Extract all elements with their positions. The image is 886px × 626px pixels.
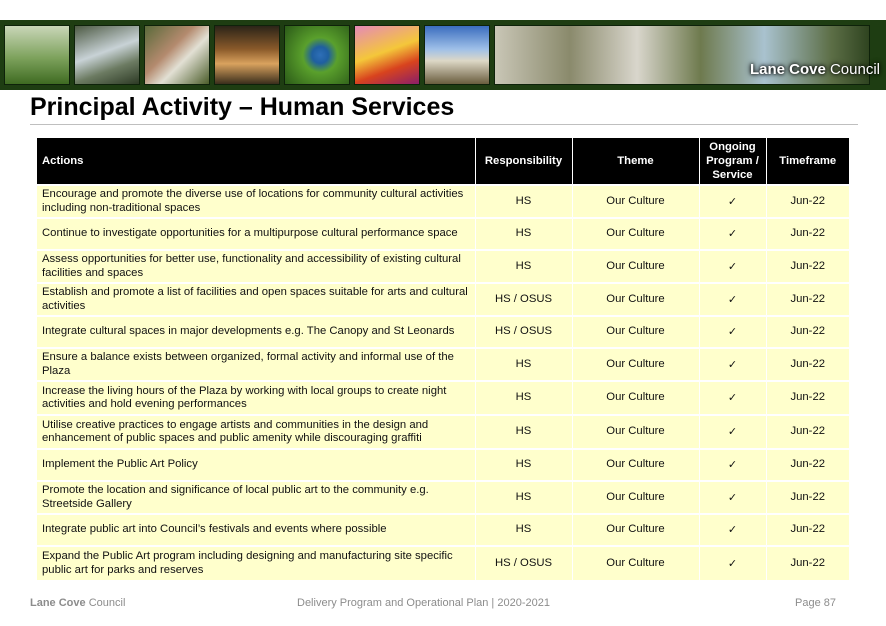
action-cell: Assess opportunities for better use, functionality and accessibility of existing cultural facilities and spaces [37,250,475,283]
timeframe-cell: Jun-22 [766,415,849,449]
header-timeframe: Timeframe [766,138,849,185]
theme-cell: Our Culture [572,250,699,283]
timeframe-cell: Jun-22 [766,546,849,580]
footer-brand-light: Council [88,597,126,609]
timeframe-cell: Jun-22 [766,316,849,348]
table-row [37,316,849,348]
waterfall-photo [74,25,140,85]
header-ongoing-line2: Program / [706,155,759,167]
header-banner [0,20,886,90]
footer-page-number: Page 87 [795,597,836,609]
ongoing-check-icon: ✓ [699,415,766,449]
title-divider [30,124,858,125]
action-cell: Promote the location and significance of local public art to the community e.g. Streetside Gallery [37,481,475,514]
action-cell: Utilise creative practices to engage artists and communities in the design and enhancement of public spaces and public amenity while discouraging graffiti [37,415,475,449]
timeframe-cell: Jun-22 [766,514,849,546]
theme-cell: Our Culture [572,283,699,316]
ongoing-check-icon: ✓ [699,348,766,381]
brand-bold: Lane Cove [749,61,826,78]
responsibility-cell: HS / OSUS [475,283,572,316]
responsibility-cell: HS [475,218,572,250]
footer-document-title: Delivery Program and Operational Plan | 2020-2021 [297,597,550,609]
table-row [37,250,849,283]
table-row [37,381,849,415]
header-ongoing-line3: Service [712,169,753,181]
ongoing-check-icon: ✓ [699,514,766,546]
council-logo-text [750,61,880,78]
action-cell: Encourage and promote the diverse use of locations for community cultural activities including non-traditional spaces [37,185,475,218]
timeframe-cell: Jun-22 [766,449,849,481]
building-photo [424,25,490,85]
theme-cell: Our Culture [572,316,699,348]
responsibility-cell: HS / OSUS [475,546,572,580]
theme-cell: Our Culture [572,348,699,381]
responsibility-cell: HS [475,514,572,546]
table-row [37,449,849,481]
table-row [37,348,849,381]
header-actions: Actions [37,138,475,185]
table-row [37,218,849,250]
theme-cell: Our Culture [572,481,699,514]
table-row [37,283,849,316]
table-row [37,481,849,514]
action-cell: Ensure a balance exists between organized, formal activity and informal use of the Plaza [37,348,475,381]
responsibility-cell: HS [475,185,572,218]
table-row [37,514,849,546]
action-cell: Implement the Public Art Policy [37,449,475,481]
theme-cell: Our Culture [572,449,699,481]
street-night-photo [214,25,280,85]
ongoing-check-icon: ✓ [699,283,766,316]
ongoing-check-icon: ✓ [699,250,766,283]
responsibility-cell: HS [475,348,572,381]
responsibility-cell: HS [475,449,572,481]
table-header-row [37,138,849,185]
ongoing-check-icon: ✓ [699,185,766,218]
page-title: Principal Activity – Human Services [30,93,455,121]
action-cell: Increase the living hours of the Plaza by working with local groups to create night activities and hold evening performances [37,381,475,415]
theme-cell: Our Culture [572,381,699,415]
timeframe-cell: Jun-22 [766,481,849,514]
action-cell: Integrate public art into Council’s festivals and events where possible [37,514,475,546]
responsibility-cell: HS [475,415,572,449]
header-responsibility: Responsibility [475,138,572,185]
responsibility-cell: HS / OSUS [475,316,572,348]
lorikeet-photo [284,25,350,85]
theme-cell: Our Culture [572,514,699,546]
ongoing-check-icon: ✓ [699,546,766,580]
timeframe-cell: Jun-22 [766,250,849,283]
table-row [37,546,849,580]
activities-table [37,138,849,580]
footer-brand-bold: Lane Cove [30,597,86,609]
ongoing-check-icon: ✓ [699,316,766,348]
responsibility-cell: HS [475,381,572,415]
header-theme: Theme [572,138,699,185]
timeframe-cell: Jun-22 [766,381,849,415]
table-row [37,415,849,449]
brand-light: Council [829,61,880,78]
dancers-photo [144,25,210,85]
table-row [37,185,849,218]
action-cell: Establish and promote a list of facilities and open spaces suitable for arts and cultural activities [37,283,475,316]
performer-photo [354,25,420,85]
responsibility-cell: HS [475,250,572,283]
header-ongoing-line1: Ongoing [709,141,756,153]
theme-cell: Our Culture [572,546,699,580]
action-cell: Expand the Public Art program including designing and manufacturing site specific public art for parks and reserves [37,546,475,580]
theme-cell: Our Culture [572,218,699,250]
timeframe-cell: Jun-22 [766,348,849,381]
theme-cell: Our Culture [572,415,699,449]
park-photo [4,25,70,85]
footer-brand [30,597,125,609]
responsibility-cell: HS [475,481,572,514]
ongoing-check-icon: ✓ [699,481,766,514]
timeframe-cell: Jun-22 [766,185,849,218]
theme-cell: Our Culture [572,185,699,218]
header-ongoing [699,138,766,185]
ongoing-check-icon: ✓ [699,449,766,481]
action-cell: Continue to investigate opportunities for a multipurpose cultural performance space [37,218,475,250]
ongoing-check-icon: ✓ [699,218,766,250]
timeframe-cell: Jun-22 [766,283,849,316]
ongoing-check-icon: ✓ [699,381,766,415]
timeframe-cell: Jun-22 [766,218,849,250]
action-cell: Integrate cultural spaces in major developments e.g. The Canopy and St Leonards [37,316,475,348]
